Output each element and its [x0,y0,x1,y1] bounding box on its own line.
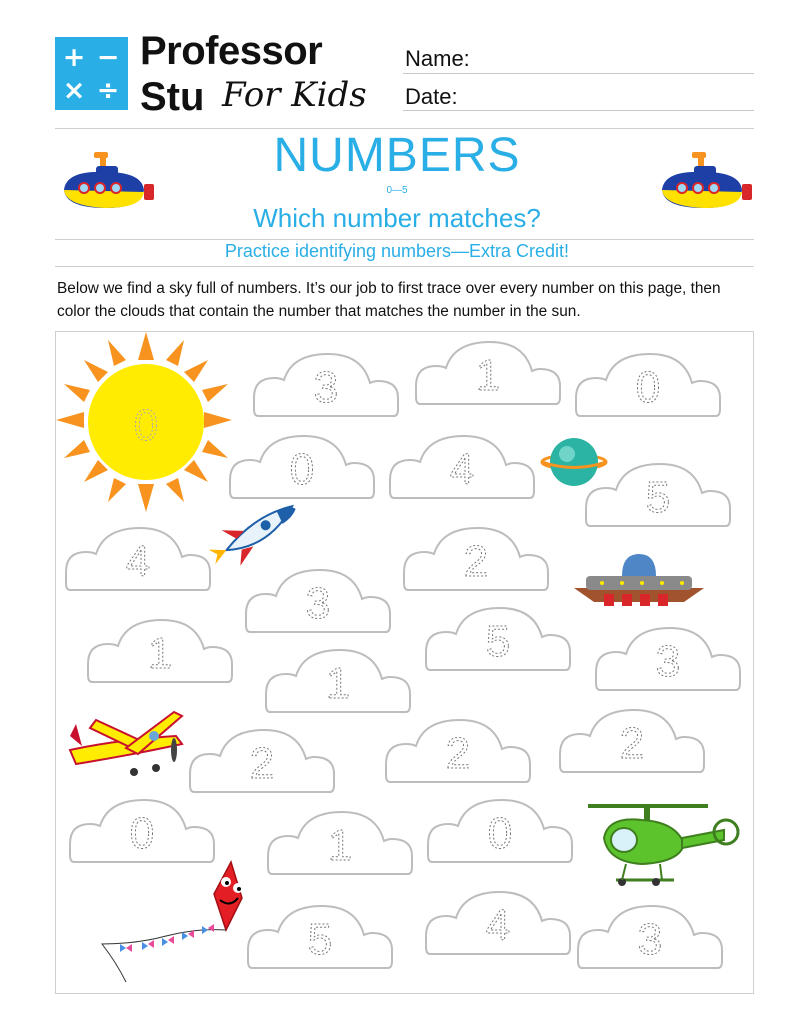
cloud[interactable] [386,720,530,782]
cloud-number[interactable]: 2 [445,729,471,778]
cloud-number[interactable]: 0 [635,363,661,412]
cloud[interactable] [190,730,334,792]
cloud[interactable] [70,800,214,862]
cloud-number[interactable]: 4 [485,901,511,950]
cloud-number[interactable]: 2 [249,739,275,788]
brand-name-for-kids: For Kids [222,75,367,115]
worksheet-subtitle: Which number matches? [253,203,541,233]
cloud[interactable] [560,710,704,772]
cloud[interactable] [578,906,722,968]
cloud-number[interactable]: 2 [463,537,489,586]
sky-scene [56,332,755,995]
name-line[interactable] [403,73,754,74]
activity-area [55,331,754,994]
cloud-number[interactable]: 4 [449,445,475,494]
cloud-number[interactable]: 1 [325,659,351,708]
submarine-left-icon [60,150,158,216]
cloud[interactable] [596,628,740,690]
cloud-number[interactable]: 0 [289,445,315,494]
cloud[interactable] [586,464,730,526]
cloud[interactable] [268,812,412,874]
date-label: Date: [405,84,458,109]
cloud-number[interactable]: 5 [307,915,333,964]
subtitle-divider [55,239,754,240]
cloud[interactable] [266,650,410,712]
name-label: Name: [405,46,470,71]
ufo-icon [574,554,704,606]
cloud[interactable] [88,620,232,682]
cloud-number[interactable]: 3 [305,579,331,628]
cloud-number[interactable]: 4 [125,537,151,586]
divide-icon: ÷ [96,75,120,106]
cloud[interactable] [230,436,374,498]
date-line[interactable] [403,110,754,111]
cloud[interactable] [426,608,570,670]
cloud-number[interactable]: 0 [487,809,513,858]
cloud-number[interactable]: 1 [327,821,353,870]
cloud-number[interactable]: 1 [147,629,173,678]
cloud[interactable] [66,528,210,590]
cloud-number[interactable]: 5 [485,617,511,666]
cloud[interactable] [390,436,534,498]
cloud[interactable] [428,800,572,862]
cloud[interactable] [404,528,548,590]
extra-credit-label: Practice identifying numbers—Extra Credit! [224,241,570,261]
cloud-number[interactable]: 3 [637,915,663,964]
times-icon: × [62,75,86,106]
sun [56,332,232,512]
instructions-text: Below we find a sky full of numbers. It’s our job to first trace over every number on this page, then color the clouds that contain the number that matches the number in the sun. [57,280,721,320]
cloud[interactable] [254,354,398,416]
airplane-icon [70,712,182,776]
cloud[interactable] [416,342,560,404]
cloud-number[interactable]: 1 [475,351,501,400]
planet-icon [542,438,606,486]
brand-name-stu: Stu [140,75,205,119]
cloud-number[interactable]: 5 [645,473,671,522]
number-range: 0—5 [386,185,408,196]
cloud-number[interactable]: 0 [129,809,155,858]
minus-icon: − [96,42,120,73]
logo-math-symbols [55,37,128,110]
cloud[interactable] [246,570,390,632]
cloud[interactable] [248,906,392,968]
kite-icon [102,862,243,982]
extra-credit-divider [55,266,754,267]
cloud-number[interactable]: 3 [655,637,681,686]
helicopter-icon [588,806,738,886]
sun-number[interactable]: 0 [133,401,159,450]
submarine-right-icon [658,150,756,216]
brand-name-professor: Professor [140,29,323,73]
plus-icon: + [62,42,86,73]
cloud-number[interactable]: 2 [619,719,645,768]
cloud-number[interactable]: 3 [313,363,339,412]
worksheet-title: NUMBERS [273,129,521,182]
cloud[interactable] [426,892,570,954]
rocket-icon [203,498,307,575]
cloud[interactable] [576,354,720,416]
